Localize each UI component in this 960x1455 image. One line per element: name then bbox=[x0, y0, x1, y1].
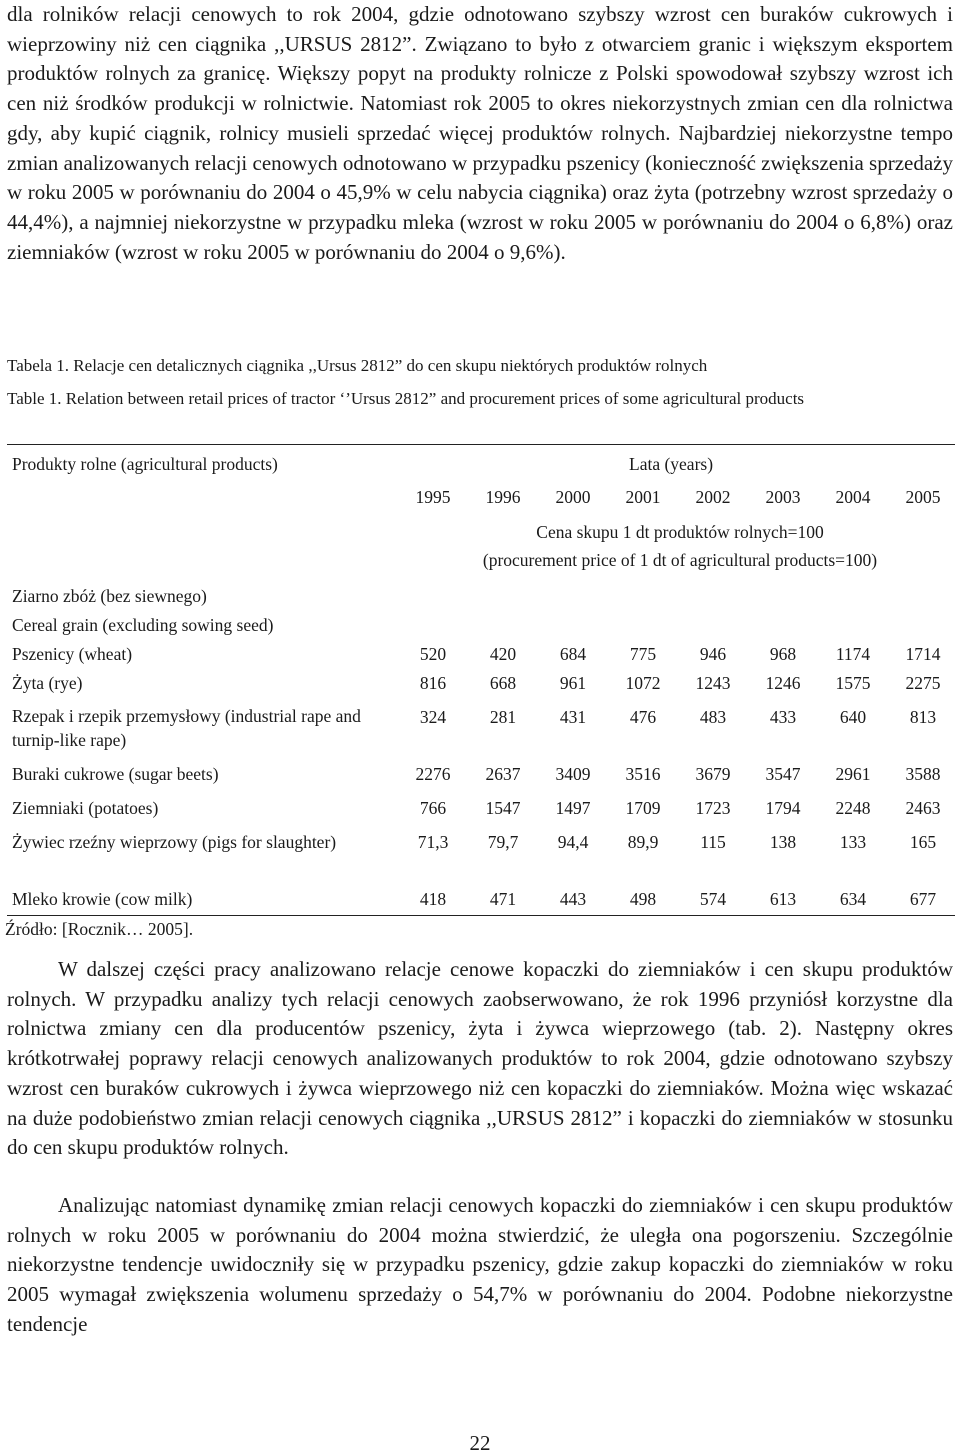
table-cell: 89,9 bbox=[627, 832, 659, 852]
table-row-label: Ziemniaki (potatoes) bbox=[12, 798, 159, 818]
table-cell: 2463 bbox=[905, 798, 941, 818]
table-header-products: Produkty rolne (agricultural products) bbox=[12, 454, 278, 474]
table-cell: 1246 bbox=[765, 673, 801, 693]
year-header: 1995 bbox=[415, 487, 451, 507]
table-caption-polish: Tabela 1. Relacje cen detalicznych ciągnika ,,Ursus 2812” do cen skupu niektórych produktów rolnych bbox=[7, 356, 708, 375]
table-category-label: Ziarno zbóż (bez siewnego) bbox=[12, 586, 207, 606]
table-cell: 3547 bbox=[765, 764, 801, 784]
paragraph-kopaczka-relations: W dalszej części pracy analizowano relacje cenowe kopaczki do ziemniaków i cen skupu produktów rolnych. W przypadku analizy tych relacji cenowych zaobserwowano, że rok 1996 przyniósł korzystne dla rolnictwa zmiany cen dla producentów pszenicy, żyta i żywca wieprzowego (tab. 2). Następny okres krótkotrwałej poprawy relacji cenowych analizowanych produktów to rok 2004, gdzie odnotowano szybszy wzrost cen buraków cukrowych i żywca wieprzowego niż cen kopaczki do ziemniaków. Można więc wskazać na duże podobieństwo zmian relacji cenowych ciągnika ,,URSUS 2812” i kopaczki do ziemniaków w stosunku do cen skupu produktów rolnych. bbox=[7, 957, 953, 1160]
table-cell: 2637 bbox=[485, 764, 521, 784]
table-cell: 324 bbox=[419, 707, 447, 727]
table-top-rule bbox=[7, 444, 955, 445]
table-cell: 1794 bbox=[765, 798, 801, 818]
table-cell: 766 bbox=[419, 798, 447, 818]
table-header-price-note: Cena skupu 1 dt produktów rolnych=100 bbox=[536, 522, 824, 542]
table-cell: 2275 bbox=[905, 673, 941, 693]
table-cell: 1547 bbox=[485, 798, 521, 818]
table-cell: 1497 bbox=[555, 798, 591, 818]
table-category-label-english: Cereal grain (excluding sowing seed) bbox=[12, 615, 274, 635]
table-cell: 420 bbox=[489, 644, 517, 664]
year-header: 2005 bbox=[905, 487, 941, 507]
table-header-years: Lata (years) bbox=[629, 454, 714, 474]
table-cell: 813 bbox=[909, 707, 937, 727]
table-caption-english: Table 1. Relation between retail prices of tractor ‘’Ursus 2812” and procurement prices of some agricultural products bbox=[7, 389, 805, 408]
table-cell: 71,3 bbox=[417, 832, 449, 852]
table-cell: 684 bbox=[559, 644, 587, 664]
table-row-label: Mleko krowie (cow milk) bbox=[12, 889, 193, 909]
table-cell: 961 bbox=[559, 673, 587, 693]
table-cell: 443 bbox=[559, 889, 587, 909]
table-cell: 471 bbox=[489, 889, 517, 909]
year-header: 1996 bbox=[485, 487, 521, 507]
table-row-label: Pszenicy (wheat) bbox=[12, 644, 133, 664]
table-cell: 677 bbox=[909, 889, 937, 909]
year-header: 2002 bbox=[695, 487, 731, 507]
table-cell: 1072 bbox=[625, 673, 661, 693]
page-number: 22 bbox=[469, 1431, 491, 1455]
table-cell: 433 bbox=[769, 707, 797, 727]
table-header-price-note-english: (procurement price of 1 dt of agricultural products=100) bbox=[482, 550, 878, 570]
table-cell: 94,4 bbox=[557, 832, 589, 852]
table-cell: 483 bbox=[699, 707, 727, 727]
paragraph-intro: dla rolników relacji cenowych to rok 2004, gdzie odnotowano szybszy wzrost cen buraków cukrowych i wieprzowiny niż cen ciągnika ,,URSUS 2812”. Związano to było z otwarciem granic i większym eksportem produktów rolnych za granicę. Większy popyt na produkty rolnicze z Polski spowodował szybszy wzrost ich cen niż środków produkcji w rolnictwie. Natomiast rok 2005 to okres niekorzystnych zmian cen dla rolnictwa gdy, aby kupić ciągnik, rolnicy musieli sprzedać więcej produktów rolnych. Najbardziej niekorzystne tempo zmian analizowanych relacji cenowych odnotowano w przypadku pszenicy (konieczność zwiększenia sprzedaży w roku 2005 w porównaniu do 2004 o 45,9% w celu nabycia ciągnika) oraz żyta (potrzebny wzrost sprzedaży o 44,4%), a najmniej niekorzystne w przypadku mleka (wzrost w roku 2005 w porównaniu do 2004 o 6,8%) oraz ziemniaków (wzrost w roku 2005 w porównaniu do 2004 o 9,6%). bbox=[7, 2, 953, 264]
table-cell: 418 bbox=[419, 889, 447, 909]
table-cell: 281 bbox=[489, 707, 517, 727]
table-cell: 165 bbox=[909, 832, 937, 852]
year-header: 2004 bbox=[835, 487, 871, 507]
table-cell: 668 bbox=[489, 673, 517, 693]
table-cell: 2276 bbox=[415, 764, 451, 784]
table-cell: 133 bbox=[839, 832, 867, 852]
table-cell: 476 bbox=[629, 707, 657, 727]
table-row-label: Żywiec rzeźny wieprzowy (pigs for slaughter) bbox=[12, 832, 337, 852]
table-cell: 431 bbox=[559, 707, 587, 727]
table-cell: 613 bbox=[769, 889, 797, 909]
table-cell: 574 bbox=[699, 889, 727, 909]
table-cell: 520 bbox=[419, 644, 447, 664]
paragraph-dynamics-2005: Analizując natomiast dynamikę zmian relacji cenowych kopaczki do ziemniaków i cen skupu produktów rolnych w roku 2005 w porównaniu do 2004 można stwierdzić, że uległa ona pogorszeniu. Szczególnie niekorzystne tendencje uwidoczniły się w przypadku pszenicy, gdzie zakup kopaczki do ziemniaków w roku 2005 wymagał zwiększenia wolumenu sprzedaży o 54,7% w porównaniu do 2004. Podobne niekorzystne tendencje bbox=[7, 1193, 953, 1336]
table-cell: 640 bbox=[839, 707, 867, 727]
table-row-label: Żyta (rye) bbox=[12, 673, 83, 693]
year-header: 2000 bbox=[555, 487, 591, 507]
table-cell: 968 bbox=[769, 644, 797, 664]
table-cell: 138 bbox=[769, 832, 797, 852]
table-cell: 946 bbox=[699, 644, 727, 664]
year-header: 2003 bbox=[765, 487, 801, 507]
table-cell: 1709 bbox=[625, 798, 661, 818]
table-cell: 634 bbox=[839, 889, 867, 909]
table-cell: 79,7 bbox=[487, 832, 519, 852]
table-cell: 3516 bbox=[625, 764, 661, 784]
table-cell: 2961 bbox=[835, 764, 871, 784]
table-cell: 3409 bbox=[555, 764, 591, 784]
table-row-label: Buraki cukrowe (sugar beets) bbox=[12, 764, 219, 784]
table-cell: 3679 bbox=[695, 764, 731, 784]
table-cell: 115 bbox=[700, 832, 726, 852]
table-cell: 1723 bbox=[695, 798, 731, 818]
table-cell: 3588 bbox=[905, 764, 941, 784]
table-cell: 498 bbox=[629, 889, 657, 909]
table-cell: 1714 bbox=[905, 644, 941, 664]
year-header: 2001 bbox=[625, 487, 661, 507]
table-cell: 1575 bbox=[835, 673, 871, 693]
table-cell: 1174 bbox=[835, 644, 871, 664]
table-row-label: Rzepak i rzepik przemysłowy (industrial rape and turnip-like rape) bbox=[12, 706, 361, 750]
table-cell: 816 bbox=[419, 673, 447, 693]
table-bottom-rule bbox=[7, 915, 955, 916]
table-cell: 775 bbox=[629, 644, 657, 664]
table-source-note: Źródło: [Rocznik… 2005]. bbox=[5, 919, 194, 939]
table-cell: 1243 bbox=[695, 673, 731, 693]
table-cell: 2248 bbox=[835, 798, 871, 818]
